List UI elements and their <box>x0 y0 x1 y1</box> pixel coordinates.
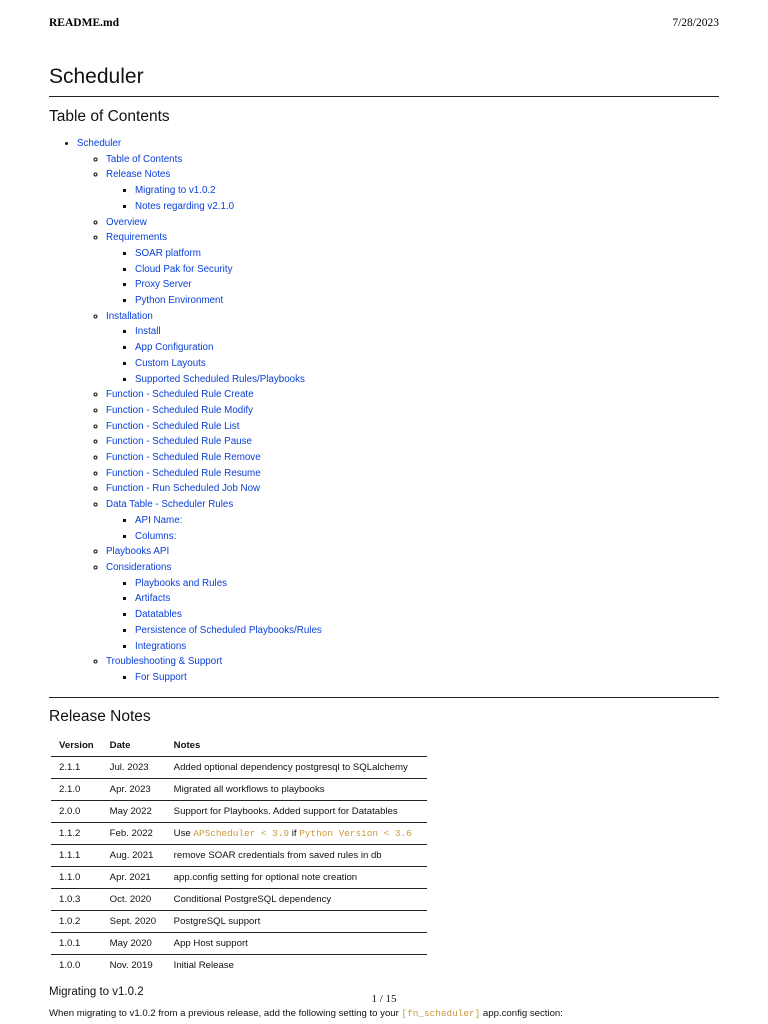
page-title: Scheduler <box>49 64 719 97</box>
toc-link[interactable]: Release Notes <box>106 169 171 181</box>
toc-link[interactable]: Function - Scheduled Rule Resume <box>106 467 261 479</box>
toc-link[interactable]: Function - Scheduled Rule Modify <box>106 404 254 416</box>
date-cell: Oct. 2020 <box>102 888 166 910</box>
date-cell: Nov. 2019 <box>109 959 153 971</box>
toc-item <box>135 293 719 309</box>
notes-cell: remove SOAR credentials from saved rules in db <box>166 844 427 866</box>
toc-item <box>106 387 719 403</box>
toc-link[interactable]: Cloud Pak for Security <box>135 263 233 275</box>
toc-item <box>106 450 719 466</box>
date-cell: Sept. 2020 <box>102 910 166 932</box>
toc-sublist <box>106 183 719 214</box>
toc-link[interactable]: Function - Run Scheduled Job Now <box>106 483 261 495</box>
toc-link[interactable]: API Name: <box>135 514 183 526</box>
version-cell: 2.0.0 <box>51 800 102 822</box>
toc-link[interactable]: Function - Scheduled Rule List <box>106 420 240 432</box>
section-divider <box>49 697 719 698</box>
toc-link[interactable]: Proxy Server <box>135 279 192 291</box>
toc-item <box>106 544 719 560</box>
table-row <box>51 756 427 778</box>
migrating-text: When migrating to v1.0.2 from a previous release, add the following setting to your <box>49 1007 402 1019</box>
version-cell: 1.1.2 <box>51 822 102 844</box>
toc-sublist <box>106 324 719 387</box>
notes-cell: App Host support <box>166 932 427 954</box>
version-cell: 1.1.1 <box>51 844 102 866</box>
page-number: 1 / 15 <box>371 993 397 1005</box>
date-cell: Feb. 2022 <box>102 822 166 844</box>
date-cell: May 2022 <box>102 800 166 822</box>
toc-link[interactable]: Migrating to v1.0.2 <box>135 185 216 197</box>
toc-item <box>135 529 719 545</box>
inline-code: APScheduler < 3.9 <box>193 827 290 839</box>
toc-sublist <box>106 576 719 655</box>
toc-item <box>135 372 719 388</box>
notes-text: Use <box>173 827 194 839</box>
table-row <box>51 844 427 866</box>
toc-item <box>135 324 719 340</box>
toc-item <box>106 497 719 544</box>
toc-item <box>106 309 719 388</box>
table-row <box>51 932 427 954</box>
migrating-heading: Migrating to v1.0.2 <box>49 985 144 998</box>
version-cell: 1.0.0 <box>59 959 81 971</box>
toc-sublist <box>77 152 719 686</box>
date-cell: Aug. 2021 <box>102 844 166 866</box>
toc-item <box>135 623 719 639</box>
toc-link[interactable]: SOAR platform <box>135 247 201 259</box>
toc-link[interactable]: Installation <box>106 310 153 322</box>
config-section-code: [fn_scheduler] <box>401 1007 481 1019</box>
version-cell: 2.1.1 <box>51 756 102 778</box>
toc-link[interactable]: Datatables <box>135 609 182 621</box>
toc-link[interactable]: Python Environment <box>135 295 224 307</box>
toc-item <box>135 246 719 262</box>
date-cell: Apr. 2023 <box>102 778 166 800</box>
toc-item <box>135 591 719 607</box>
release-notes-rows <box>51 756 427 976</box>
toc-item <box>106 419 719 435</box>
toc-item <box>135 639 719 655</box>
toc-link[interactable]: Function - Scheduled Rule Create <box>106 389 254 401</box>
toc-link-scheduler[interactable]: Scheduler <box>77 138 122 149</box>
toc-item <box>106 560 719 654</box>
column-header-version: Version <box>51 736 102 757</box>
toc-item <box>106 481 719 497</box>
toc-link[interactable]: Data Table - Scheduler Rules <box>106 499 234 511</box>
toc-item <box>106 230 719 309</box>
toc-item <box>106 466 719 482</box>
toc-item <box>135 607 719 623</box>
toc-item <box>135 340 719 356</box>
table-row <box>51 800 427 822</box>
column-header-date: Date <box>102 736 166 757</box>
toc-link[interactable]: Table of Contents <box>106 153 183 165</box>
toc-item <box>135 262 719 278</box>
toc-sublist <box>106 670 719 686</box>
toc-item <box>135 277 719 293</box>
toc-item <box>106 215 719 231</box>
table-row <box>51 866 427 888</box>
table-row <box>51 822 427 844</box>
column-header-notes: Notes <box>166 736 427 757</box>
version-cell: 1.1.0 <box>51 866 102 888</box>
toc-link[interactable]: Install <box>135 326 161 338</box>
toc-link[interactable]: Playbooks and Rules <box>135 577 228 589</box>
document-body <box>49 60 719 1019</box>
document-filename: README.md <box>49 17 119 29</box>
toc-link[interactable]: Supported Scheduled Rules/Playbooks <box>135 373 305 385</box>
date-cell: Apr. 2021 <box>102 866 166 888</box>
notes-cell: Support for Playbooks. Added support for Datatables <box>166 800 427 822</box>
toc-link[interactable]: App Configuration <box>135 342 214 354</box>
version-cell: 2.1.0 <box>51 778 102 800</box>
notes-cell: Added optional dependency postgresql to SQLalchemy <box>166 756 427 778</box>
toc-link[interactable]: Considerations <box>106 561 172 573</box>
toc-item <box>77 136 719 686</box>
print-date: 7/28/2023 <box>672 17 719 29</box>
date-cell: May 2020 <box>102 932 166 954</box>
toc-link[interactable]: Columns: <box>135 530 177 542</box>
toc-item <box>135 356 719 372</box>
toc-link[interactable]: Integrations <box>135 640 187 652</box>
toc-link[interactable]: Artifacts <box>135 593 171 605</box>
toc-item <box>135 670 719 686</box>
toc-item <box>106 654 719 685</box>
migrating-text-end: app.config section: <box>480 1007 563 1019</box>
toc-link[interactable]: For Support <box>135 671 187 683</box>
toc-item <box>106 167 719 214</box>
toc-item <box>135 183 719 199</box>
version-cell: 1.0.1 <box>51 932 102 954</box>
toc-link[interactable]: Custom Layouts <box>135 357 206 369</box>
toc-list <box>49 136 719 686</box>
release-notes-table <box>51 736 427 976</box>
toc-link[interactable]: Function - Scheduled Rule Remove <box>106 452 261 464</box>
toc-link[interactable]: Persistence of Scheduled Playbooks/Rules <box>135 624 322 636</box>
table-row <box>51 888 427 910</box>
toc-link[interactable]: Playbooks API <box>106 546 170 558</box>
migrating-paragraph <box>49 1008 719 1019</box>
toc-item <box>135 513 719 529</box>
table-row <box>51 778 427 800</box>
toc-link[interactable]: Overview <box>106 216 147 228</box>
notes-cell: PostgreSQL support <box>166 910 427 932</box>
toc-link[interactable]: Function - Scheduled Rule Pause <box>106 436 252 448</box>
toc-item <box>135 576 719 592</box>
toc-heading: Table of Contents <box>49 108 170 125</box>
table-header-row <box>51 736 427 757</box>
toc-sublist <box>106 513 719 544</box>
notes-cell <box>166 822 427 844</box>
toc-item <box>135 199 719 215</box>
inline-code: Python Version < 3.6 <box>299 827 412 839</box>
notes-cell: app.config setting for optional note creation <box>166 866 427 888</box>
table-row <box>51 910 427 932</box>
release-notes-heading: Release Notes <box>49 707 151 725</box>
toc-item <box>106 403 719 419</box>
toc-link[interactable]: Requirements <box>106 232 167 244</box>
version-cell: 1.0.3 <box>51 888 102 910</box>
toc-link[interactable]: Troubleshooting & Support <box>106 656 223 668</box>
notes-text: if <box>289 827 300 839</box>
toc-link[interactable]: Notes regarding v2.1.0 <box>135 200 235 212</box>
notes-cell: Conditional PostgreSQL dependency <box>166 888 427 910</box>
date-cell: Jul. 2023 <box>102 756 166 778</box>
version-cell: 1.0.2 <box>51 910 102 932</box>
toc-sublist <box>106 246 719 309</box>
table-row <box>51 954 427 976</box>
notes-cell: Migrated all workflows to playbooks <box>166 778 427 800</box>
toc-item <box>106 152 719 168</box>
toc-item <box>106 434 719 450</box>
notes-cell: Initial Release <box>173 959 234 971</box>
